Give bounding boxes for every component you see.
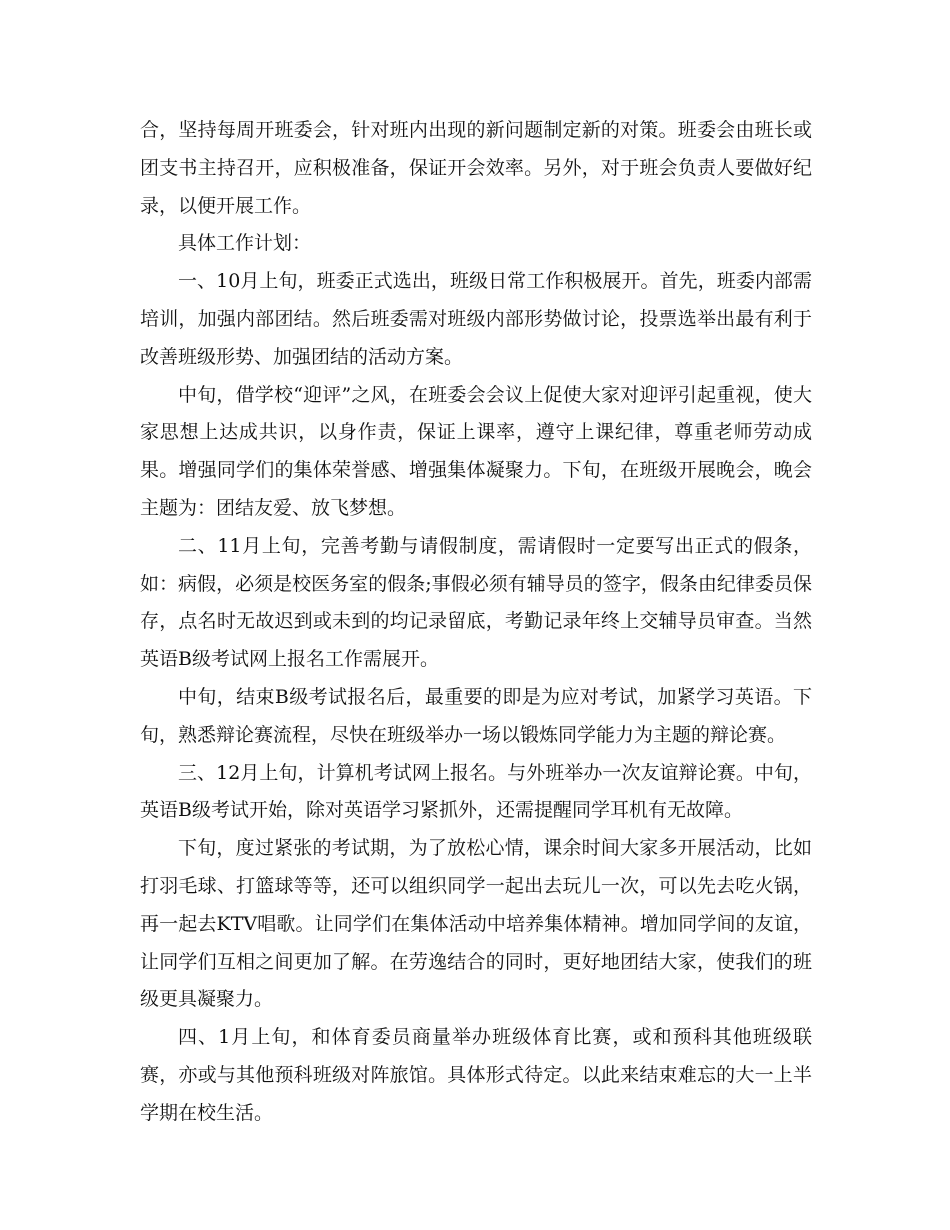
paragraph-october-mid: 中旬，借学校“迎评”之风，在班委会会议上促使大家对迎评引起重视，使大家思想上达成共识，以身作责，保证上课率，遵守上课纪律，尊重老师劳动成果。增强同学们的集体荣誉感、增强集体凝聚力。下旬，在班级开展晚会，晚会主题为：团结友爱、放飞梦想。: [140, 383, 812, 519]
paragraph-december-late: 下旬，度过紧张的考试期，为了放松心情，课余时间大家多开展活动，比如打羽毛球、打篮球等等，还可以组织同学一起出去玩儿一次，可以先去吃火锅，再一起去KTV唱歌。让同学们在集体活动中培养集体精神。增加同学间的友谊，让同学们互相之间更加了解。在劳逸结合的同时，更好地团结大家，使我们的班级更具凝聚力。: [140, 837, 812, 1011]
paragraph-october-early: 一、10月上旬，班委正式选出，班级日常工作积极展开。首先，班委内部需培训，加强内部团结。然后班委需对班级内部形势做讨论，投票选举出最有利于改善班级形势、加强团结的活动方案。: [140, 270, 812, 368]
paragraph-plan-heading: 具体工作计划：: [178, 232, 312, 255]
paragraph-january-early: 四、1月上旬，和体育委员商量举办班级体育比赛，或和预科其他班级联赛，亦或与其他预科班级对阵旅馆。具体形式待定。以此来结束难忘的大一上半学期在校生活。: [140, 1026, 812, 1124]
paragraph-continuation: 合，坚持每周开班委会，针对班内出现的新问题制定新的对策。班委会由班长或团支书主持召开，应积极准备，保证开会效率。另外，对于班会负责人要做好纪录，以便开展工作。: [140, 119, 812, 217]
paragraph-december-early: 三、12月上旬，计算机考试网上报名。与外班举办一次友谊辩论赛。中旬，英语B级考试开始，除对英语学习紧抓外，还需提醒同学耳机有无故障。: [140, 761, 812, 822]
document-body: [140, 112, 812, 1133]
paragraph-november-early: 二、11月上旬，完善考勤与请假制度，需请假时一定要写出正式的假条，如：病假，必须是校医务室的假条;事假必须有辅导员的签字，假条由纪律委员保存，点名时无故迟到或未到的均记录留底，考勤记录年终上交辅导员审查。当然英语B级考试网上报名工作需展开。: [140, 534, 812, 671]
paragraph-november-mid: 中旬，结束B级考试报名后，最重要的即是为应对考试，加紧学习英语。下旬，熟悉辩论赛流程，尽快在班级举办一场以锻炼同学能力为主题的辩论赛。: [140, 685, 812, 746]
